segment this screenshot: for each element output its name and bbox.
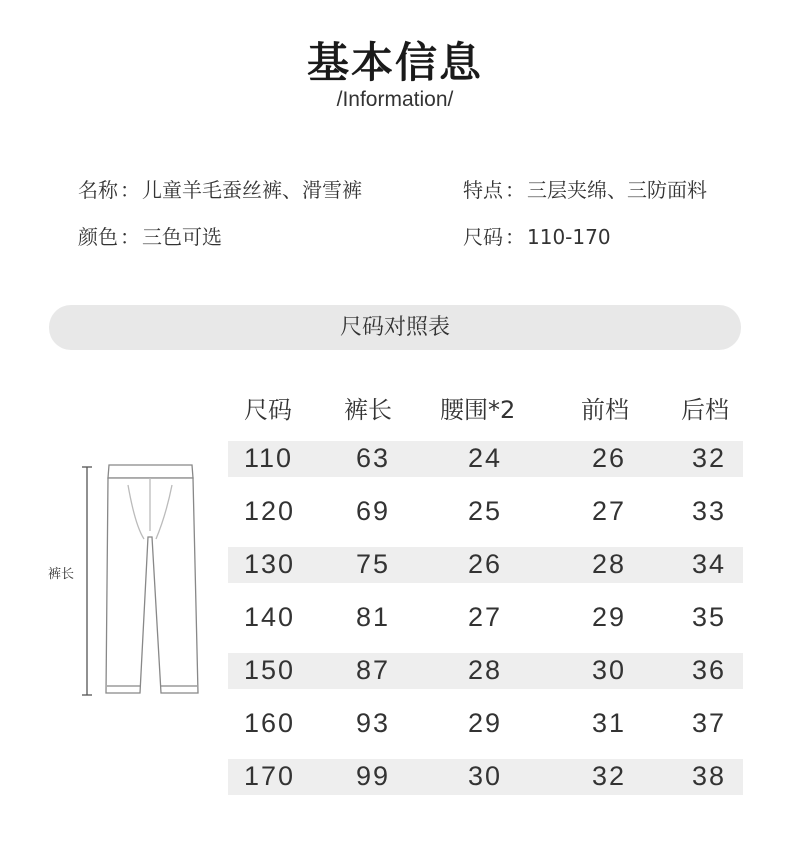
cell-front-rise: 30 — [592, 655, 627, 685]
cell-back-rise: 33 — [692, 496, 727, 526]
cell-waist: 24 — [468, 443, 503, 473]
cell-size: 150 — [244, 655, 296, 685]
cell-back-rise: 37 — [692, 708, 727, 738]
cell-back-rise: 35 — [692, 602, 727, 632]
cell-front-rise: 29 — [592, 602, 627, 632]
cell-length: 81 — [356, 602, 391, 632]
info-feature — [463, 174, 707, 203]
cell-back-rise: 38 — [692, 761, 727, 791]
table-row — [228, 547, 743, 583]
pants-outline — [106, 465, 198, 693]
size-chart-section-bar — [49, 305, 741, 350]
info-color-value: 三色可选 — [142, 225, 222, 249]
header-back-rise: 后档 — [681, 396, 729, 424]
cell-length: 63 — [356, 443, 391, 473]
table-row — [228, 494, 743, 530]
info-name-value: 儿童羊毛蚕丝裤、滑雪裤 — [142, 178, 362, 202]
cell-back-rise: 32 — [692, 443, 727, 473]
cell-waist: 27 — [468, 602, 503, 632]
info-name-label: 名称 — [78, 178, 118, 202]
cell-length: 75 — [356, 549, 391, 579]
info-separator: ： — [120, 225, 140, 249]
cell-front-rise: 26 — [592, 443, 627, 473]
cell-size: 170 — [244, 761, 296, 791]
pants-length-label: 裤长 — [48, 567, 75, 582]
info-size — [463, 221, 611, 250]
info-name — [78, 174, 362, 203]
cell-waist: 28 — [468, 655, 503, 685]
cell-size: 120 — [244, 496, 296, 526]
info-feature-label: 特点 — [463, 178, 503, 202]
cell-size: 130 — [244, 549, 296, 579]
size-chart-header — [228, 386, 743, 428]
header-waist: 腰围*2 — [440, 396, 516, 424]
table-row — [228, 441, 743, 477]
info-color — [78, 221, 222, 250]
cell-waist: 29 — [468, 708, 503, 738]
info-color-label: 颜色 — [78, 225, 118, 249]
table-row — [228, 653, 743, 689]
cell-size: 110 — [244, 443, 294, 473]
cell-back-rise: 34 — [692, 549, 727, 579]
header-front-rise: 前档 — [581, 396, 629, 424]
cell-front-rise: 32 — [592, 761, 627, 791]
cell-front-rise: 27 — [592, 496, 627, 526]
size-chart-title: 尺码对照表 — [339, 315, 450, 340]
info-separator: ： — [505, 178, 525, 202]
table-row — [228, 706, 743, 742]
page-subtitle: /Information/ — [336, 88, 454, 111]
cell-waist: 30 — [468, 761, 503, 791]
page-title: 基本信息 — [306, 38, 483, 87]
table-row — [228, 600, 743, 636]
cell-length: 87 — [356, 655, 391, 685]
cell-size: 140 — [244, 602, 296, 632]
table-row — [228, 759, 743, 795]
cell-length: 99 — [356, 761, 391, 791]
info-size-value: 110-170 — [527, 225, 611, 249]
cell-length: 93 — [356, 708, 391, 738]
cell-waist: 25 — [468, 496, 503, 526]
info-feature-value: 三层夹绵、三防面料 — [527, 178, 707, 202]
cell-back-rise: 36 — [692, 655, 727, 685]
header-length: 裤长 — [344, 396, 392, 424]
cell-front-rise: 28 — [592, 549, 627, 579]
info-separator: ： — [120, 178, 140, 202]
length-measure-line — [82, 467, 92, 695]
header-size: 尺码 — [244, 396, 292, 424]
cell-size: 160 — [244, 708, 296, 738]
cell-length: 69 — [356, 496, 391, 526]
info-size-label: 尺码 — [463, 225, 503, 249]
cell-front-rise: 31 — [592, 708, 627, 738]
info-separator: ： — [505, 225, 525, 249]
cell-waist: 26 — [468, 549, 503, 579]
